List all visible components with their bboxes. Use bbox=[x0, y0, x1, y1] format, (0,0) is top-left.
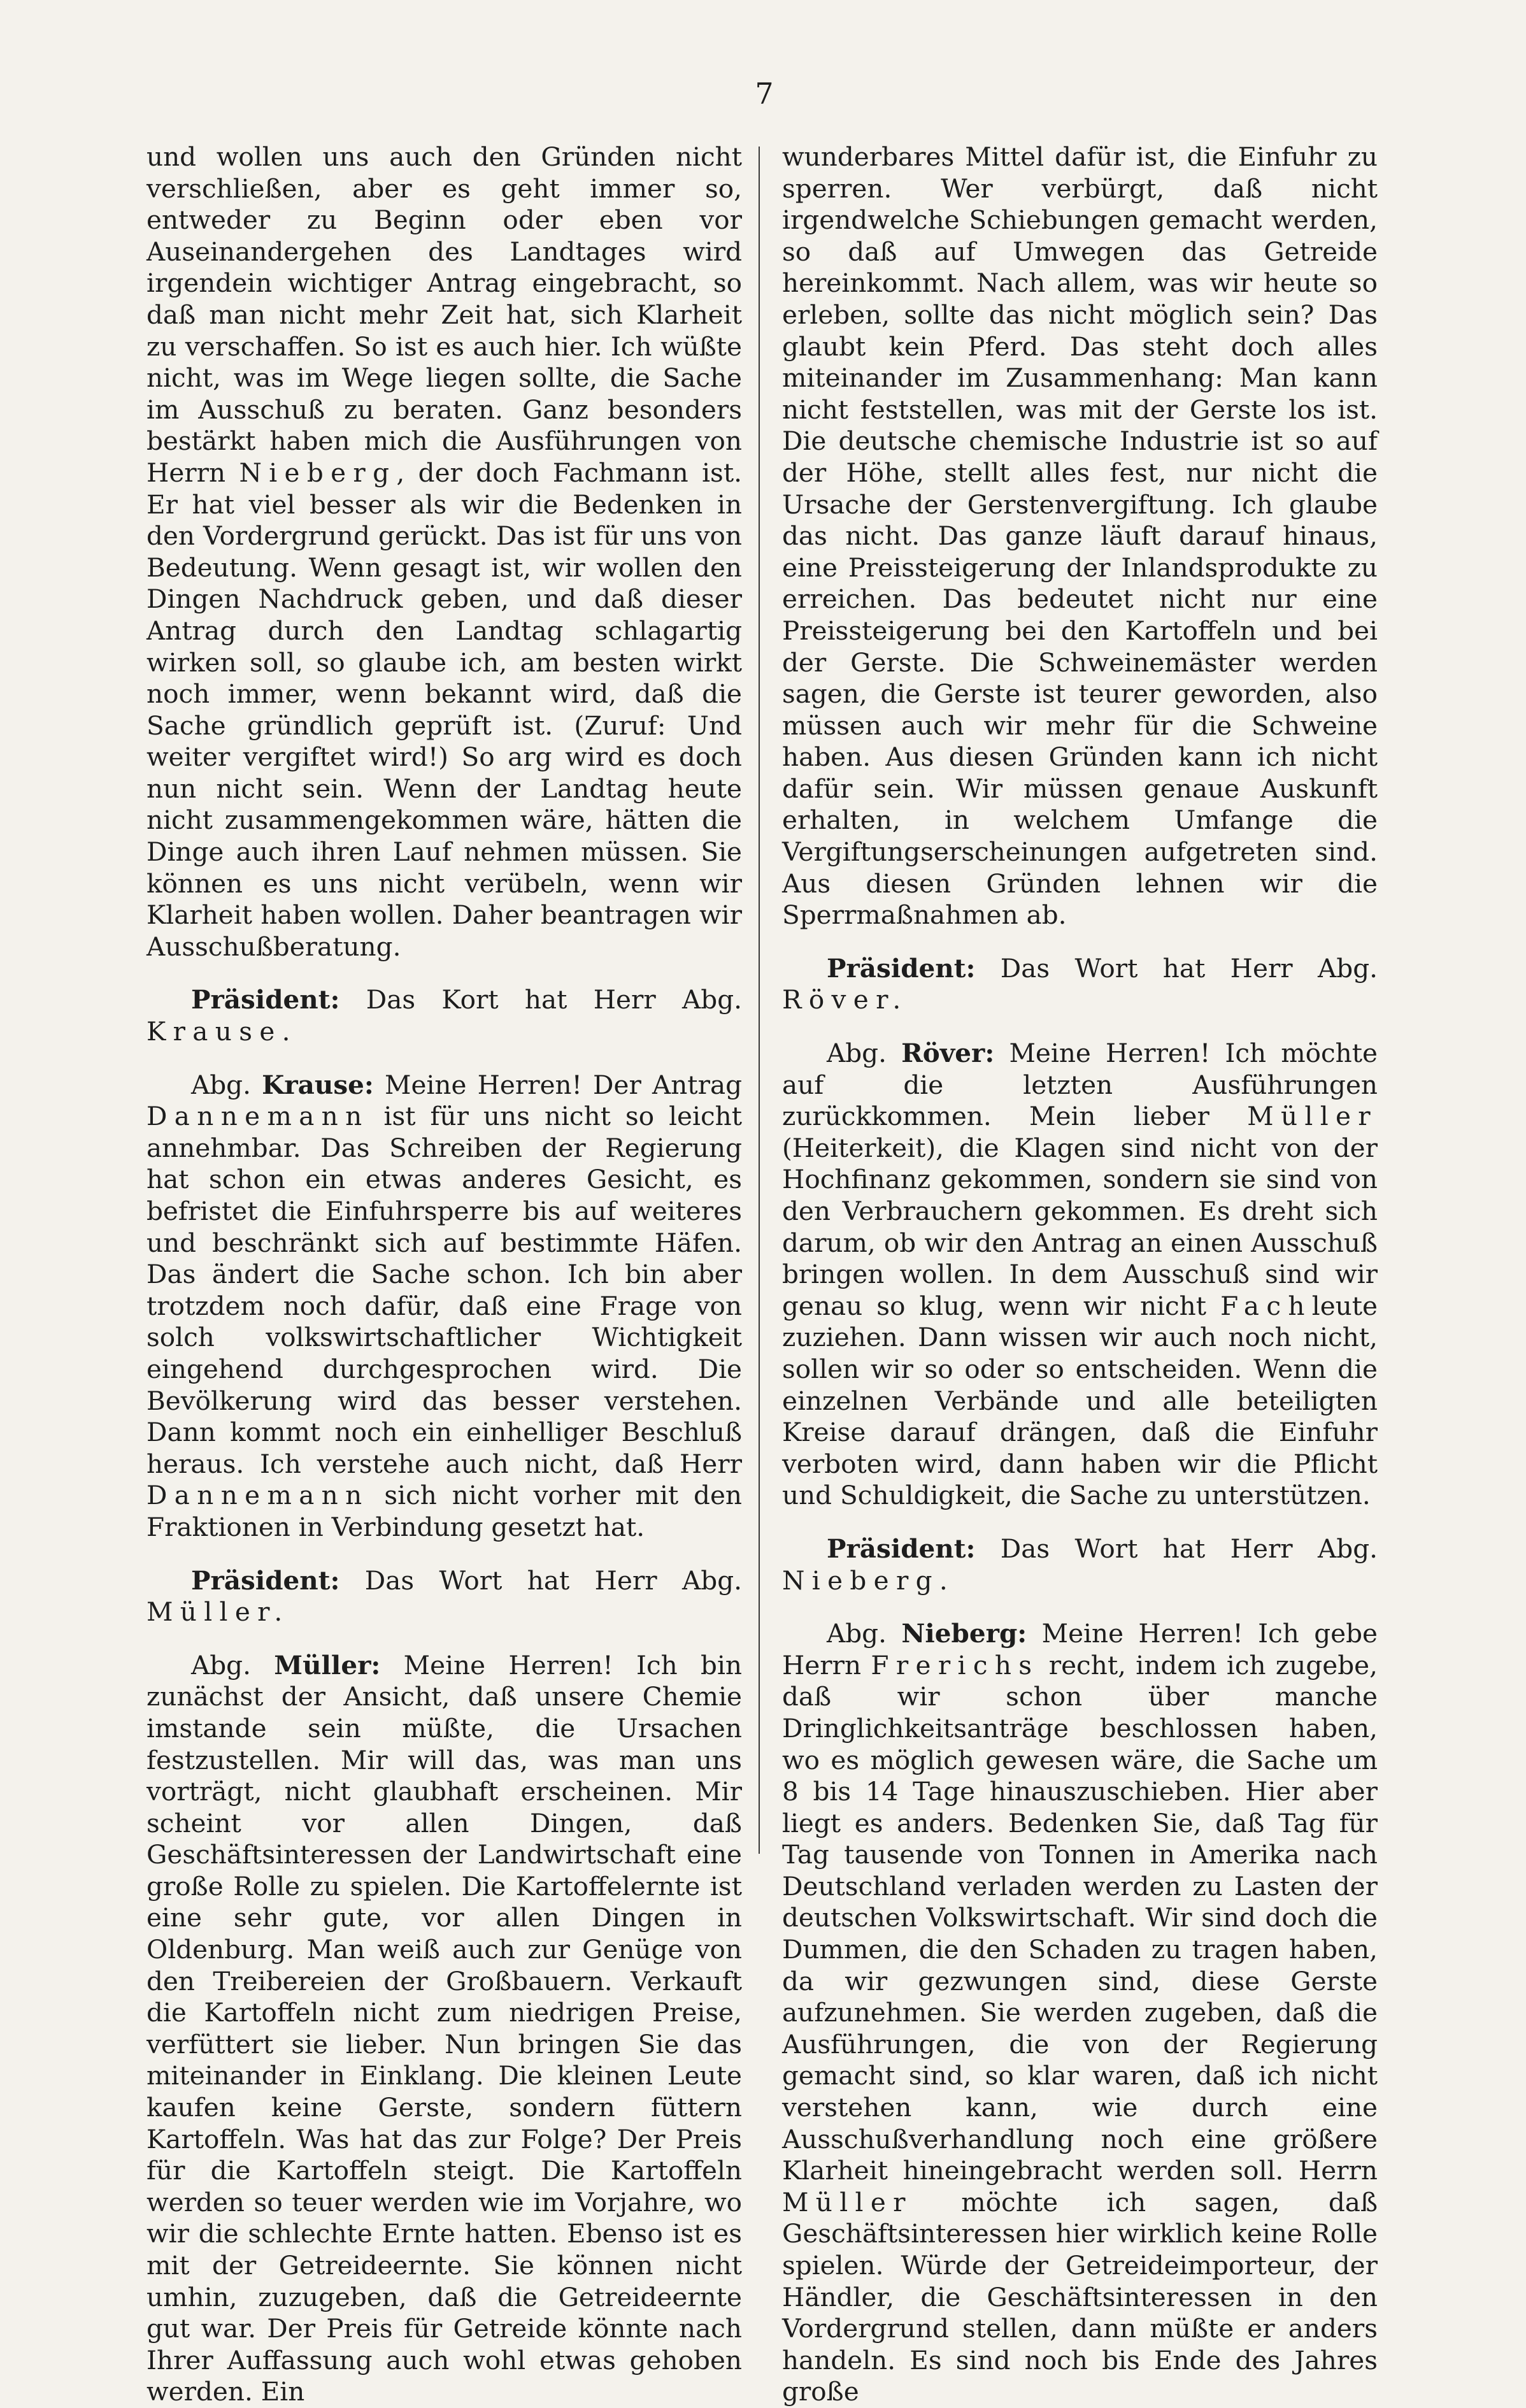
speaker-label: Nieberg: bbox=[901, 1618, 1027, 1649]
paragraph-text: Das Wort hat Herr Abg. bbox=[364, 1565, 742, 1596]
paragraph-text: recht, indem ich zugebe, daß wir schon über manche Dringlichkeitsanträge beschlossen haben, wo es möglich gewesen wäre, die Sache um 8 bis 14 Tage hinauszuschieben. Hier aber liegt es anders. Bedenken Sie, daß Tag für Tag tausende von Tonnen in Amerika nach Deutschland verladen werden zu Lasten der deutschen Volkswirtschaft. Wir sind doch die Dummen, die den Schaden zu tragen haben, da wir gezwungen sind, diese Gerste aufzunehmen. Sie werden zugeben, daß die Ausführungen, die von der Regierung gemacht sind, so klar waren, daß ich nicht verstehen kann, wie durch eine Ausschußverhandlung noch eine größere Klarheit hineingebracht werden soll. Herrn bbox=[782, 1649, 1378, 2186]
paragraph-text: Meine Herren! Ich bin zunächst der Ansicht, daß unsere Chemie imstande sein müßte, die Ursachen festzustellen. Mir will das, was man uns vorträgt, nicht glaubhaft erscheinen. Mir scheint vor allen Dingen, daß Geschäftsinteressen der Landwirtschaft eine große Rolle zu spielen. Die Kartoffelernte ist eine sehr gute, vor allen Dingen in Oldenburg. Man weiß auch zur Genüge von den Treibereien der Großbauern. Verkauft die Kartoffeln nicht zum niedrigen Preise, verfüttert sie lieber. Nun bringen Sie das miteinander in Einklang. Die kleinen Leute kaufen keine Gerste, sondern füttern Kartoffeln. Was hat das zur Folge? Der Preis für die Kartoffeln steigt. Die Kartoffeln werden so teuer werden wie im Vorjahre, wo wir die schlechte Ernte hatten. Ebenso ist es mit der Getreideernte. Sie können nicht umhin, zuzugeben, daß die Getreideernte gut war. Der Preis für Getreide könnte nach Ihrer Auffassung auch wohl etwas gehoben werden. Ein bbox=[146, 1649, 742, 2407]
speaker-label: Präsident: bbox=[827, 1533, 976, 1564]
paragraph-text: Abg. bbox=[191, 1069, 251, 1100]
speaker-label: Müller: bbox=[274, 1649, 381, 1681]
speaker-label: Röver: bbox=[901, 1038, 995, 1069]
paragraph-text: , der doch Fachmann ist. Er hat viel besser als wir die Bedenken in den Vordergrund gerückt. Das ist für uns von Bedeutung. Wenn gesagt ist, wir wollen den Dingen Nachdruck geben, und daß dieser Antrag durch den Landtag schlagartig wirken soll, so glaube ich, am besten wirkt noch immer, wenn bekannt wird, daß die Sache gründlich geprüft ist. (Zuruf: Und weiter vergiftet wird!) So arg wird es doch nun nicht sein. Wenn der Landtag heute nicht zusammengekommen wäre, hätten die Dinge auch ihren Lauf nehmen müssen. Sie können es uns nicht verübeln, wenn wir Klarheit haben wollen. Daher beantragen wir Ausschußberatung. bbox=[146, 457, 742, 962]
speaker-name: Dannemann bbox=[146, 1480, 369, 1511]
paragraph bbox=[146, 141, 742, 963]
speaker-name: Müller bbox=[782, 2186, 913, 2218]
president-statement bbox=[782, 1533, 1378, 1596]
column-divider bbox=[759, 147, 760, 1854]
paragraph-text: Meine Herren! Ich gebe Herrn bbox=[782, 1618, 1378, 1681]
president-statement bbox=[146, 1565, 742, 1628]
speech bbox=[782, 1618, 1378, 2408]
speech bbox=[782, 1038, 1378, 1512]
paragraph-text: Abg. bbox=[191, 1649, 251, 1681]
speaker-label: Präsident: bbox=[191, 1565, 340, 1596]
speaker-name: Krause. bbox=[146, 1016, 297, 1047]
paragraph-text: ist für uns nicht so leicht annehmbar. Das Schreiben der Regierung hat schon ein etwas anderes Gesicht, es befristet die Einfuhrsperre bis auf weiteres und beschränkt sich auf bestimmte Häfen. Das ändert die Sache schon. Ich bin aber trotzdem noch dafür, daß eine Frage von solch volkswirtschaftlicher Wichtigkeit eingehend durchgesprochen wird. Die Bevölkerung wird das besser verstehen. Dann kommt noch ein einhelliger Beschluß heraus. Ich verstehe auch nicht, daß Herr bbox=[146, 1101, 742, 1479]
right-column bbox=[782, 141, 1378, 2408]
paragraph-text: Das Kort hat Herr Abg. bbox=[366, 984, 743, 1015]
paragraph-text: Abg. bbox=[827, 1038, 887, 1069]
paragraph-text: Das Wort hat Herr Abg. bbox=[1000, 952, 1378, 984]
paragraph-text: sich nicht vorher mit den Fraktionen in Verbindung gesetzt hat. bbox=[146, 1480, 742, 1542]
president-statement bbox=[782, 953, 1378, 1016]
speaker-name: Müller. bbox=[146, 1596, 290, 1628]
emphasized-word: Fach bbox=[1220, 1290, 1312, 1321]
paragraph-text: leute zuziehen. Dann wissen wir auch noch nicht, sollen wir so oder so entscheiden. Wenn die einzelnen Verbände und alle beteiligten Kreise darauf drängen, daß die Einfuhr verboten wird, dann haben wir die Pflicht und Schuldigkeit, die Sache zu unterstützen. bbox=[782, 1290, 1378, 1511]
paragraph-text: (Heiterkeit), die Klagen sind nicht von der Hochfinanz gekommen, sondern sie sind von den Verbrauchern gekommen. Es dreht sich darum, ob wir den Antrag an einen Ausschuß bringen wollen. In dem Ausschuß sind wir genau so klug, wenn wir nicht bbox=[782, 1132, 1378, 1321]
speaker-label: Präsident: bbox=[191, 984, 340, 1015]
page-number: 7 bbox=[755, 76, 774, 111]
speaker-name: Frerichs bbox=[871, 1649, 1039, 1681]
paragraph-text: Meine Herren! Ich möchte auf die letzten Ausführungen zurückkommen. Mein lieber bbox=[782, 1038, 1378, 1132]
speaker-label: Krause: bbox=[262, 1069, 374, 1100]
paragraph-text: Das Wort hat Herr Abg. bbox=[1000, 1533, 1378, 1564]
paragraph-text: wunderbares Mittel dafür ist, die Einfuhr zu sperren. Wer verbürgt, daß nicht irgendwelche Schiebungen gemacht werden, so daß auf Umwegen das Getreide hereinkommt. Nach allem, was wir heute so erleben, sollte das nicht möglich sein? Das glaubt kein Pferd. Das steht doch alles miteinander im Zusammenhang: Man kann nicht feststellen, was mit der Gerste los ist. Die deutsche chemische Industrie ist so auf der Höhe, stellt alles fest, nur nicht die Ursache der Gerstenvergiftung. Ich glaube das nicht. Das ganze läuft darauf hinaus, eine Preissteigerung der Inlandsprodukte zu erreichen. Das bedeutet nicht nur eine Preissteigerung bei den Kartoffeln und bei der Gerste. Die Schweinemäster werden sagen, die Gerste ist teurer geworden, also müssen auch wir mehr für die Schweine haben. Aus diesen Gründen kann ich nicht dafür sein. Wir müssen genaue Auskunft erhalten, in welchem Umfange die Vergiftungserscheinungen aufgetreten sind. Aus diesen Gründen lehnen wir die Sperrmaßnahmen ab. bbox=[782, 141, 1378, 931]
paragraph-text: und wollen uns auch den Gründen nicht verschließen, aber es geht immer so, entweder zu Beginn oder eben vor Auseinandergehen des Landtages wird irgendein wichtiger Antrag eingebracht, so daß man nicht mehr Zeit hat, sich Klarheit zu verschaffen. So ist es auch hier. Ich wüßte nicht, was im Wege liegen sollte, die Sache im Ausschuß zu beraten. Ganz besonders bestärkt haben mich die Ausführungen von Herrn bbox=[146, 141, 742, 488]
paragraph bbox=[782, 141, 1378, 931]
paragraph-text: Abg. bbox=[827, 1618, 887, 1649]
speech bbox=[146, 1650, 742, 2408]
speaker-name: Nieberg bbox=[239, 457, 397, 488]
paragraph-text: möchte ich sagen, daß Geschäftsinteressen hier wirklich keine Rolle spielen. Würde der Getreideimporteur, der Händler, die Geschäftsinteressen in den Vordergrund stellen, dann müßte er anders handeln. Es sind noch bis Ende des Jahres große bbox=[782, 2186, 1378, 2407]
speaker-name: Müller bbox=[1247, 1101, 1378, 1132]
speaker-name: Dannemann bbox=[146, 1101, 369, 1132]
paragraph-text: Meine Herren! Der Antrag bbox=[385, 1069, 743, 1100]
speaker-name: Nieberg. bbox=[782, 1565, 955, 1596]
speaker-label: Präsident: bbox=[827, 952, 976, 984]
speech bbox=[146, 1070, 742, 1544]
president-statement bbox=[146, 984, 742, 1047]
speaker-name: Röver. bbox=[782, 984, 908, 1015]
left-column bbox=[146, 141, 742, 2408]
